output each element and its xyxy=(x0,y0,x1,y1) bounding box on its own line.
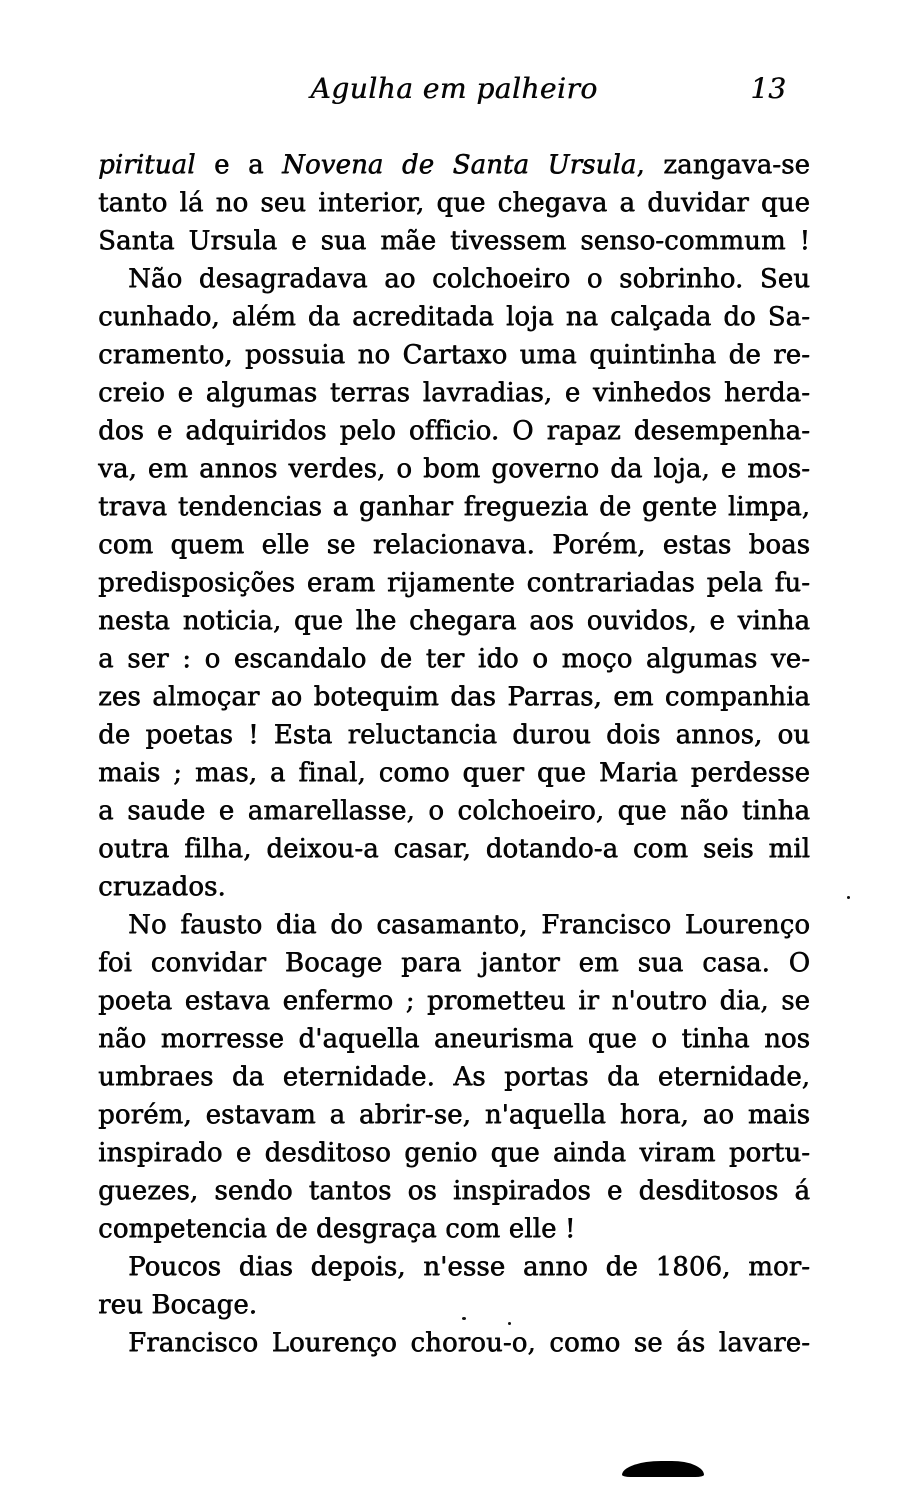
text-line: a saude e amarellasse, o colchoeiro, que não tinha xyxy=(98,796,810,826)
ink-speck-artifact xyxy=(847,896,850,899)
text-line: va, em annos verdes, o bom governo da loja, e mos- xyxy=(98,454,810,484)
text-line: Francisco Lourenço chorou-o, como se ás lavare- xyxy=(128,1328,810,1358)
text-line: poeta estava enfermo ; prometteu ir n'outro dia, se xyxy=(98,986,810,1016)
text-line: piritual e a Novena de Santa Ursula, zangava-se xyxy=(98,150,810,180)
text-line: umbraes da eternidade. As portas da eternidade, xyxy=(98,1062,810,1092)
text-line: guezes, sendo tantos os inspirados e desditosos á xyxy=(98,1176,810,1206)
paragraph xyxy=(98,1248,810,1324)
text-line: Santa Ursula e sua mãe tivessem senso-commum ! xyxy=(98,226,810,256)
text-line: inspirado e desditoso genio que ainda viram portu- xyxy=(98,1138,810,1168)
text-line: porém, estavam a abrir-se, n'aquella hora, ao mais xyxy=(98,1100,810,1130)
running-header xyxy=(98,72,810,106)
text-line: cunhado, além da acreditada loja na calçada do Sa- xyxy=(98,302,810,332)
paragraph xyxy=(98,260,810,906)
ink-smudge-artifact xyxy=(622,1461,704,1477)
text-line: No fausto dia do casamanto, Francisco Lourenço xyxy=(128,910,810,940)
text-body xyxy=(98,146,810,1362)
page-title: Agulha em palheiro xyxy=(310,72,598,105)
text-line: mais ; mas, a final, como quer que Maria perdesse xyxy=(98,758,810,788)
text-line: tanto lá no seu interior, que chegava a duvidar que xyxy=(98,188,810,218)
text-line: cramento, possuia no Cartaxo uma quintinha de re- xyxy=(98,340,810,370)
text-line: predisposições eram rijamente contrariadas pela fu- xyxy=(98,568,810,598)
text-line: Poucos dias depois, n'esse anno de 1806, mor- xyxy=(128,1252,810,1282)
ink-speck-artifact xyxy=(508,1322,511,1325)
text-line: não morresse d'aquella aneurisma que o tinha nos xyxy=(98,1024,810,1054)
text-line: trava tendencias a ganhar freguezia de gente limpa, xyxy=(98,492,810,522)
text-line: foi convidar Bocage para jantor em sua casa. O xyxy=(98,948,810,978)
text-line: competencia de desgraça com elle ! xyxy=(98,1214,576,1244)
paragraph xyxy=(98,906,810,1248)
text-line: outra filha, deixou-a casar, dotando-a com seis mil xyxy=(98,834,810,864)
text-line: creio e algumas terras lavradias, e vinhedos herda- xyxy=(98,378,810,408)
text-line: reu Bocage. xyxy=(98,1290,258,1320)
text-line: nesta noticia, que lhe chegara aos ouvidos, e vinha xyxy=(98,606,810,636)
text-line: a ser : o escandalo de ter ido o moço algumas ve- xyxy=(98,644,810,674)
text-line: zes almoçar ao botequim das Parras, em companhia xyxy=(98,682,810,712)
page-number: 13 xyxy=(750,72,786,105)
text-line: Não desagradava ao colchoeiro o sobrinho. Seu xyxy=(128,264,810,294)
text-line: cruzados. xyxy=(98,872,226,902)
text-line: dos e adquiridos pelo officio. O rapaz desempenha- xyxy=(98,416,810,446)
text-line: com quem elle se relacionava. Porém, estas boas xyxy=(98,530,810,560)
ink-speck-artifact xyxy=(462,1317,466,1320)
paragraph xyxy=(98,1324,810,1362)
paragraph xyxy=(98,146,810,260)
text-line: de poetas ! Esta reluctancia durou dois annos, ou xyxy=(98,720,810,750)
